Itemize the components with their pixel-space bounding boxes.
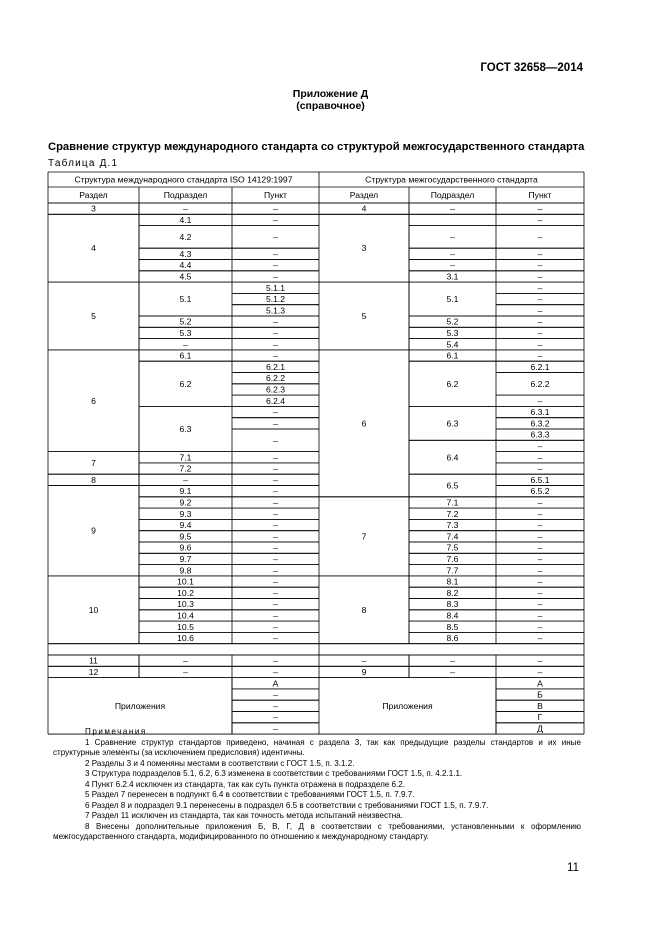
table-cell: –: [537, 553, 543, 564]
table-cell: 7.6: [446, 553, 459, 564]
column-header: Раздел: [79, 190, 108, 200]
table-cell: –: [537, 248, 543, 259]
notes-title: Примечания: [85, 727, 147, 736]
table-cell: –: [537, 214, 543, 225]
table-cell: 7: [91, 457, 96, 468]
table-cell: 7.3: [446, 520, 459, 531]
table-cell: –: [537, 497, 543, 508]
table-cell: 8.6: [446, 633, 459, 644]
table-cell: –: [537, 350, 543, 361]
table-cell: 5.1.1: [265, 282, 286, 293]
table-cell: –: [273, 407, 278, 418]
table-cell: 6.2: [179, 378, 192, 389]
column-header: Пункт: [528, 190, 552, 200]
column-header: Подраздел: [430, 190, 475, 200]
column-header: Раздел: [349, 190, 379, 200]
table-cell: 8.4: [446, 610, 459, 621]
table-cell: –: [450, 203, 455, 214]
table-cell: 9.1: [179, 486, 192, 497]
table-cell: 6.3: [446, 418, 459, 429]
table-cell: –: [537, 576, 543, 587]
table-cell: 5.4: [446, 339, 459, 350]
table-cell: 4.5: [179, 271, 192, 282]
header-international: Структура международного стандарта ISO 14129:1997: [74, 174, 293, 185]
page-number: 11: [567, 862, 579, 874]
table-cell: –: [273, 463, 278, 474]
table-cell: 8: [91, 474, 96, 485]
table-cell: –: [537, 339, 543, 350]
header-interstate: Структура межгосударственного стандарта: [365, 174, 538, 185]
table-cell: 4.1: [179, 214, 192, 225]
table-cell: 5: [361, 311, 367, 321]
table-cell: 7.1: [179, 452, 192, 463]
table-cell: 5.1: [446, 294, 459, 305]
table-cell: 10.2: [177, 587, 194, 598]
table-cell: –: [537, 231, 543, 242]
table-cell: А: [272, 678, 279, 689]
table-cell: Б: [537, 689, 543, 700]
table-cell: –: [273, 610, 278, 621]
table-cell: –: [273, 621, 278, 632]
table-cell: Г: [537, 712, 543, 723]
table-cell: 7.4: [446, 531, 459, 542]
table-cell: –: [273, 435, 278, 446]
table-cell: –: [273, 248, 278, 259]
table-cell: 8: [361, 604, 367, 615]
table-cell: –: [273, 418, 278, 429]
table-cell: 6.5.2: [530, 486, 550, 497]
table-cell: –: [273, 260, 278, 271]
table-cell: 9.5: [179, 531, 192, 542]
table-cell: –: [273, 565, 278, 576]
table-cell: 4: [361, 203, 367, 214]
note-5: 5 Раздел 7 перенесен в подпункт 6.4 в соответствии с требованиями ГОСТ 1.5, п. 7.9.7.: [85, 790, 415, 799]
table-cell: 4: [91, 243, 96, 254]
table-cell: –: [537, 599, 543, 610]
table-cell: 9: [361, 666, 367, 677]
table-cell: –: [450, 655, 455, 666]
table-cell: –: [273, 666, 278, 677]
table-cell: –: [537, 282, 543, 293]
table-cell: –: [273, 203, 278, 214]
table-cell: 10.6: [177, 633, 194, 644]
table-cell: –: [537, 271, 543, 282]
table-cell: –: [183, 666, 188, 677]
table-cell: 11: [89, 655, 98, 666]
table-cell: 6.5: [446, 480, 459, 491]
table-cell: 6.2.1: [265, 361, 286, 372]
table-cell: 8.5: [446, 621, 459, 632]
table-cell: А: [537, 678, 543, 689]
note-2: 2 Разделы 3 и 4 поменяны местами в соответствии с ГОСТ 1.5, п. 3.1.2.: [85, 758, 355, 768]
table-cell: 5.3: [446, 327, 459, 338]
table-cell: –: [537, 610, 543, 621]
table-cell: –: [537, 520, 543, 531]
table-cell: 6: [361, 418, 367, 429]
table-cell: –: [537, 633, 543, 644]
table-cell: –: [537, 452, 543, 463]
table-cell: –: [183, 655, 188, 666]
table-cell: –: [273, 700, 278, 711]
table-cell: 8.1: [446, 576, 459, 587]
table-cell: –: [537, 203, 543, 214]
table-cell: 5: [91, 311, 96, 321]
table-cell: 7.7: [446, 565, 459, 576]
table-cell: –: [537, 327, 543, 338]
table-cell: 9.3: [179, 508, 192, 519]
table-cell: 5.2: [179, 316, 192, 327]
table-cell: 5.1.2: [265, 294, 286, 305]
table-cell: –: [273, 689, 278, 700]
table-cell: 6.2.2: [530, 378, 550, 389]
table-cell: –: [183, 474, 188, 485]
table-cell: 8.2: [446, 587, 459, 598]
table-cell: 3: [91, 203, 96, 214]
table-cell: Приложения: [114, 700, 166, 711]
table-cell: 8.3: [446, 599, 459, 610]
table-cell: –: [273, 655, 278, 666]
table-cell: 7: [361, 531, 367, 542]
table-cell: –: [273, 542, 278, 553]
table-cell: –: [273, 452, 278, 463]
table-grid: [48, 172, 584, 734]
table-cell: –: [273, 316, 278, 327]
note-8: 8 Внесены дополнительные приложения Б, В, Г, Д в соответствии с требованиями, установленными к оформлению межгосударственного стандарта, модифицированного по отношению к международному стандарту.: [53, 821, 581, 841]
table-cell: –: [273, 508, 278, 519]
table-cell: 6.1: [446, 350, 459, 361]
table-cell: –: [537, 666, 543, 677]
table-cell: –: [273, 271, 278, 282]
table-cell: 5.2: [446, 316, 459, 327]
table-cell: –: [273, 712, 278, 723]
table-cell: –: [273, 599, 278, 610]
table-cell: Д: [537, 723, 543, 734]
table-cell: 5.3: [179, 327, 192, 338]
table-cell: –: [537, 463, 543, 474]
table-cell: 9.8: [179, 565, 192, 576]
table-cell: –: [537, 260, 543, 271]
table-cell: 9.7: [179, 553, 192, 564]
table-cell: 6.3.3: [530, 429, 550, 440]
table-cell: –: [450, 248, 455, 259]
table-cell: 6.4: [446, 452, 459, 463]
table-cell: 6.1: [179, 350, 192, 361]
table-cell: 10.5: [177, 621, 194, 632]
table-cell: –: [537, 305, 543, 316]
table-cell: Приложения: [382, 700, 433, 711]
table-cell: –: [273, 486, 278, 497]
column-header: Подраздел: [163, 190, 208, 200]
table-cell: –: [361, 655, 367, 666]
table-cell: –: [183, 203, 188, 214]
table-cell: 6.2.4: [265, 395, 286, 406]
table-cell: –: [273, 723, 278, 734]
note-4: 4 Пункт 6.2.4 исключен из стандарта, так как суть пункта отражена в подразделе 6.2.: [85, 779, 406, 789]
table-cell: 5.1: [179, 294, 192, 305]
table-cell: –: [183, 339, 188, 350]
table-cell: –: [273, 497, 278, 508]
note-6: 6 Раздел 8 и подраздел 9.1 перенесены в подраздел 6.5 в соответствии с требованиями ГОСТ 1.5, п. 7.9.7.: [85, 800, 489, 810]
table-cell: –: [273, 231, 278, 242]
document-code: ГОСТ 32658—2014: [480, 62, 583, 74]
table-cell: –: [273, 520, 278, 531]
table-cell: –: [273, 350, 278, 361]
appendix-subtitle: (справочное): [296, 100, 365, 112]
table-cell: 4.4: [179, 260, 192, 271]
note-3: 3 Структура подразделов 5.1, 6.2, 6.3 изменена в соответствии с требованиями ГОСТ 1.5, п. 4.2.1.1.: [85, 769, 463, 778]
table-cell: –: [537, 316, 543, 327]
table-cell: 10.1: [177, 576, 194, 587]
table-cell: –: [273, 339, 278, 350]
table-cell: 9.4: [179, 520, 192, 531]
section-title: Сравнение структур международного стандарта со структурой межгосударственного стандарта: [48, 141, 585, 153]
table-cell: 3.1: [446, 271, 459, 282]
table-cell: 6.2.1: [530, 361, 550, 372]
table-cell: 6.2.2: [265, 373, 286, 384]
table-cell: 4.3: [179, 248, 192, 259]
table-cell: –: [537, 655, 543, 666]
notes-block: [53, 727, 581, 843]
column-header: Пункт: [263, 190, 288, 200]
note-7: 7 Раздел 11 исключен из стандарта, так как точность метода испытаний неизвестна.: [85, 811, 403, 820]
table-cell: –: [450, 666, 455, 677]
table-cell: –: [537, 542, 543, 553]
table-cell: 6.2: [446, 378, 459, 389]
table-cell: –: [537, 440, 543, 451]
table-cell: В: [537, 700, 543, 711]
table-cell: –: [537, 508, 543, 519]
table-cell: –: [450, 231, 455, 242]
table-cell: 6.3.1: [530, 407, 550, 418]
table-cell: 6.2.3: [265, 384, 286, 395]
table-cell: 7.2: [179, 463, 192, 474]
table-cell: 9: [91, 525, 96, 536]
table-cell: 7.2: [446, 508, 459, 519]
table-cell: 10.3: [177, 599, 194, 610]
table-cell: 10.4: [177, 610, 194, 621]
table-cell: 5.1.3: [265, 305, 286, 316]
table-cell: 9.2: [179, 497, 192, 508]
table-cell: –: [537, 565, 543, 576]
table-cell: –: [273, 587, 278, 598]
table-cell: –: [273, 553, 278, 564]
appendix-title: Приложение Д: [292, 88, 369, 100]
table-cell: –: [273, 327, 278, 338]
note-1: 1 Сравнение структур стандартов приведено, начиная с раздела 3, так как предыдущие разделы стандартов и их иные структурные элементы (за исключением предисловия) идентичны.: [53, 737, 581, 757]
table-cell: –: [537, 294, 543, 305]
table-cell: 7.5: [446, 542, 459, 553]
table-cell: 9.6: [179, 542, 192, 553]
table-cell: –: [450, 260, 455, 271]
table-cell: 6: [91, 395, 96, 406]
table-cell: –: [273, 214, 278, 225]
table-cell: 6.3: [179, 424, 192, 434]
table-cell: –: [273, 633, 278, 644]
table-cell: –: [537, 587, 543, 598]
table-cell: 7.1: [446, 497, 459, 508]
table-cell: –: [537, 531, 543, 542]
table-cell: 4.2: [179, 231, 192, 242]
table-cell: 12: [88, 666, 99, 677]
table-cell: –: [273, 531, 278, 542]
table-cell: –: [537, 621, 543, 632]
table-cell: 6.5.1: [530, 474, 550, 485]
table-cell: 10: [88, 604, 99, 615]
table-cell: 3: [361, 243, 367, 254]
table-cell: –: [273, 474, 278, 485]
table-label: Таблица Д.1: [48, 158, 119, 169]
table-cell: –: [537, 395, 543, 406]
table-cell: 6.3.2: [530, 418, 550, 429]
table-cell: –: [273, 576, 278, 587]
